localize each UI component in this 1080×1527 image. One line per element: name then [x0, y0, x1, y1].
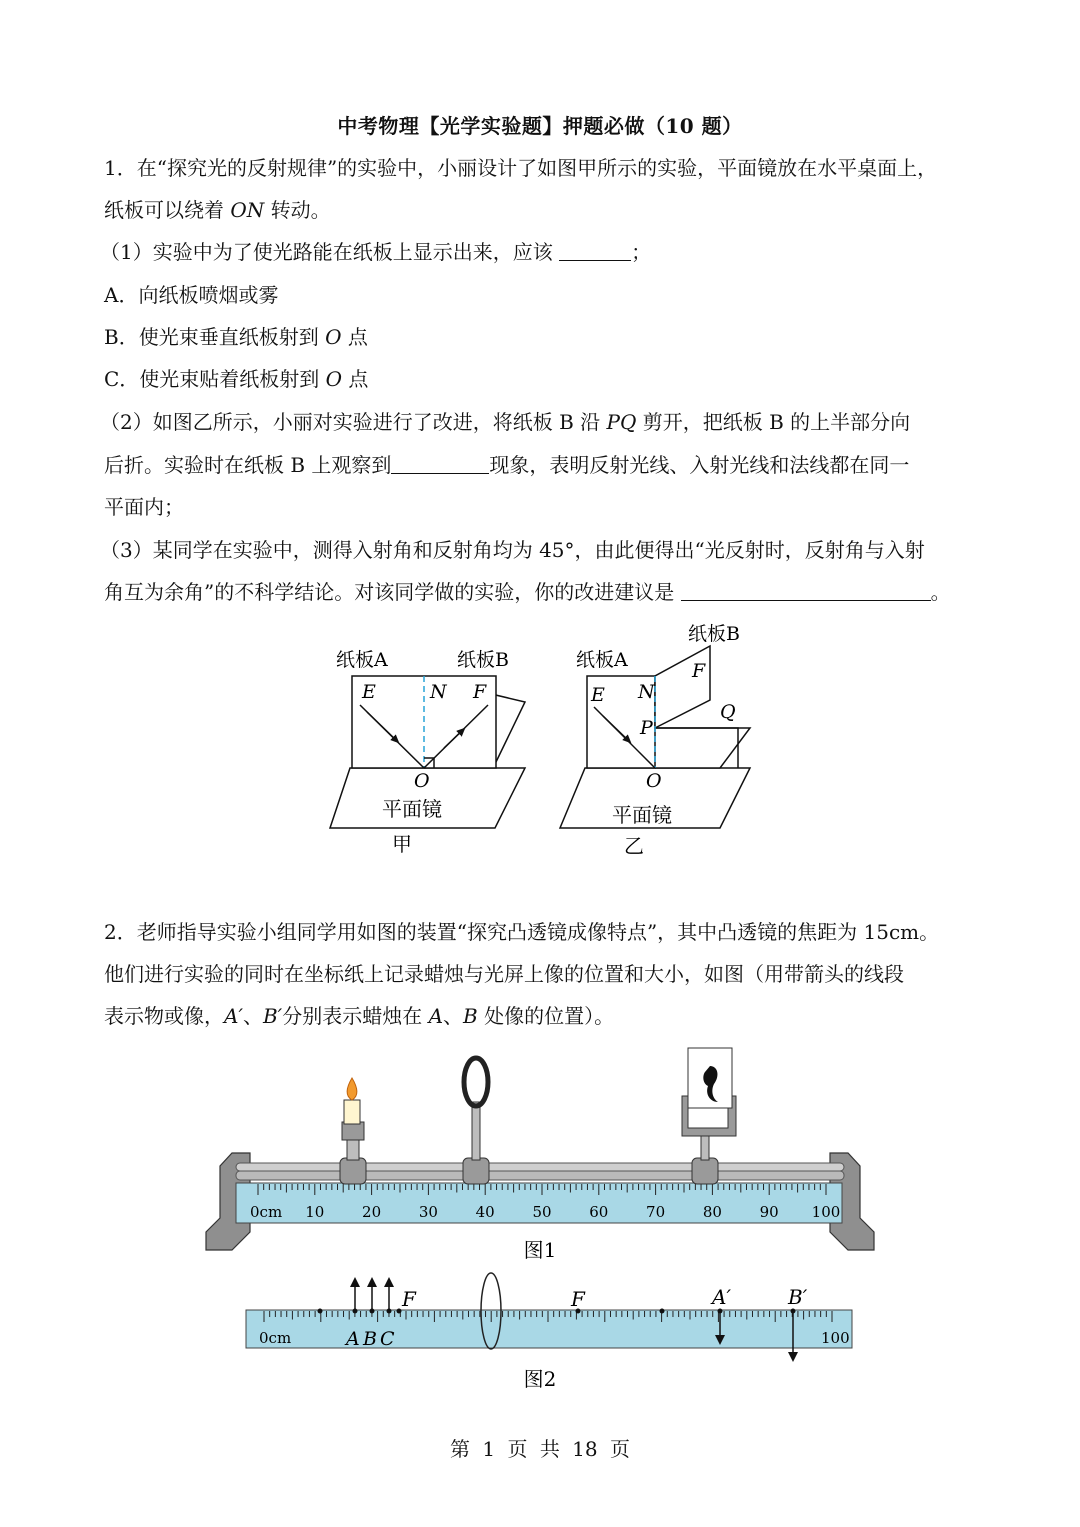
- answer-blank-1[interactable]: [559, 240, 631, 261]
- ruler-2-end-label: 100: [821, 1329, 850, 1347]
- q1-part-2: [100, 408, 910, 436]
- flame-icon: [347, 1078, 357, 1100]
- answer-blank-2[interactable]: [391, 453, 489, 474]
- ruler-2-start-label: 0cm: [259, 1329, 292, 1347]
- label-mirror-jia: 平面镜: [382, 797, 442, 821]
- label-o-yi: O: [646, 770, 662, 792]
- footer-total-word: 共: [539, 1437, 560, 1461]
- footer-prefix: 第: [450, 1437, 470, 1461]
- option-b: [104, 323, 368, 351]
- ruler-tick-label: 10: [305, 1203, 325, 1221]
- var-o: O: [325, 325, 342, 349]
- ruler-2: [246, 1310, 852, 1348]
- q2-line-3-sep: 、: [242, 1004, 263, 1028]
- label-p: P: [640, 717, 653, 739]
- q1-part-3-end: 。: [930, 580, 951, 604]
- q2-line-3-text: 表示物或像，: [104, 1004, 224, 1028]
- page-footer: [0, 1433, 1080, 1462]
- label-b-prime: B′: [788, 1285, 808, 1309]
- total-pages: 18: [572, 1437, 598, 1461]
- q1-part-3-text: 角互为余角”的不科学结论。对该同学做的实验，你的改进建议是: [104, 580, 681, 604]
- caption-jia: 甲: [392, 832, 412, 856]
- footer-page-word: 页: [507, 1437, 528, 1461]
- ruler-tick-label: 40: [475, 1203, 495, 1221]
- ruler-tick-label: 90: [759, 1203, 779, 1221]
- q1-part-3: （3）某同学在实验中，测得入射角和反射角均为 45°，由此便得出“光反射时，反射角与入射: [100, 538, 925, 562]
- option-a: A．向纸板喷烟或雾: [104, 283, 279, 307]
- var-a-prime: A′: [224, 1004, 243, 1028]
- page-title: 中考物理【光学实验题】押题必做（10 题）: [337, 114, 743, 138]
- label-e: E: [362, 681, 376, 703]
- label-f: F: [473, 681, 487, 703]
- q1-part-2-text-d: 现象，表明反射光线、入射光线和法线都在同一: [489, 453, 910, 477]
- optical-bench-figure: [200, 1040, 880, 1270]
- option-c: [104, 365, 368, 393]
- option-c-text: C．使光束贴着纸板射到: [104, 367, 326, 391]
- q1-part-2-end: 平面内；: [104, 495, 184, 519]
- label-board-a: 纸板A: [336, 649, 388, 671]
- option-b-end: 点: [341, 325, 368, 349]
- candle: [340, 1078, 366, 1184]
- label-n: N: [430, 681, 447, 703]
- q1-part-2-text-b: 剪开，把纸板 B 的上半部分向: [636, 410, 911, 434]
- image-position-figure: [230, 1268, 870, 1398]
- var-on: ON: [230, 198, 265, 222]
- q2-line-3-text-b: 分别表示蜡烛在: [282, 1004, 429, 1028]
- q1-part-2-text: （2）如图乙所示，小丽对实验进行了改进，将纸板 B 沿: [100, 410, 607, 434]
- rail-bottom: [236, 1171, 844, 1180]
- q1-part-3-cont: [104, 578, 951, 606]
- label-b: B: [363, 1328, 377, 1350]
- q2-line-3-end: 处像的位置）。: [477, 1004, 615, 1028]
- answer-blank-3[interactable]: [681, 580, 931, 601]
- label-board-b: 纸板B: [457, 649, 509, 671]
- rail-top: [236, 1163, 844, 1171]
- q1-part-2-text-c: 后折。实验时在纸板 B 上观察到: [104, 453, 392, 477]
- ruler-tick-label: 20: [362, 1203, 382, 1221]
- q1-line-2-text: 纸板可以绕着: [104, 198, 231, 222]
- ruler-tick-label: 60: [589, 1203, 609, 1221]
- label-f-yi: F: [692, 660, 706, 682]
- q2-line-3-sep2: 、: [443, 1004, 464, 1028]
- var-b: B: [463, 1004, 478, 1028]
- q1-part-1: [100, 238, 651, 266]
- q2-line-2: 他们进行实验的同时在坐标纸上记录蜡烛与光屏上像的位置和大小，如图（用带箭头的线段: [104, 962, 904, 986]
- caption-yi: 乙: [624, 834, 644, 858]
- label-q: Q: [720, 701, 736, 723]
- page-number: 1: [482, 1437, 496, 1461]
- label-board-b-yi: 纸板B: [688, 623, 740, 645]
- figure-yi: [560, 646, 750, 828]
- label-mirror-yi: 平面镜: [612, 803, 672, 827]
- label-o: O: [414, 770, 430, 792]
- label-c: C: [380, 1328, 395, 1350]
- var-a: A: [428, 1004, 444, 1028]
- label-e-yi: E: [591, 684, 605, 706]
- label-f-left: F: [402, 1287, 416, 1311]
- label-a: A: [346, 1328, 360, 1350]
- var-pq: PQ: [606, 410, 637, 434]
- option-b-text: B．使光束垂直纸板射到: [104, 325, 326, 349]
- board-yi-b-folded: [655, 646, 710, 728]
- caption-fig2: 图2: [523, 1367, 557, 1391]
- option-c-end: 点: [342, 367, 369, 391]
- label-n-yi: N: [638, 681, 655, 703]
- footer-suffix: 页: [609, 1437, 630, 1461]
- q1-line-2-end: 转动。: [264, 198, 331, 222]
- var-o: O: [325, 367, 343, 391]
- caption-fig1: 图1: [523, 1238, 557, 1262]
- q1-part-1-text: （1）实验中为了使光路能在纸板上显示出来，应该: [100, 240, 560, 264]
- ruler-tick-label: 70: [646, 1203, 666, 1221]
- label-f-right: F: [571, 1287, 585, 1311]
- q2-line-3: [104, 1002, 614, 1030]
- ruler-tick-label: 0cm: [250, 1203, 283, 1221]
- ruler-tick-label: 30: [418, 1203, 438, 1221]
- q1-part-1-end: ；: [631, 240, 652, 264]
- q1-line-2: [104, 196, 331, 224]
- label-board-a-yi: 纸板A: [576, 649, 628, 671]
- convex-lens: [463, 1058, 489, 1184]
- ruler-tick-label: 50: [532, 1203, 552, 1221]
- ruler-tick-label: 100: [811, 1203, 841, 1221]
- q1-line-1: 1．在“探究光的反射规律”的实验中，小丽设计了如图甲所示的实验，平面镜放在水平桌面上，: [104, 156, 938, 180]
- q1-part-2-cont: [104, 451, 909, 479]
- var-b-prime: B′: [262, 1004, 283, 1028]
- reflection-figure: [320, 618, 760, 863]
- q2-line-1: 2．老师指导实验小组同学用如图的装置“探究凸透镜成像特点”，其中凸透镜的焦距为 15cm。: [104, 920, 940, 944]
- label-a-prime: A′: [712, 1285, 731, 1309]
- ruler-tick-label: 80: [702, 1203, 722, 1221]
